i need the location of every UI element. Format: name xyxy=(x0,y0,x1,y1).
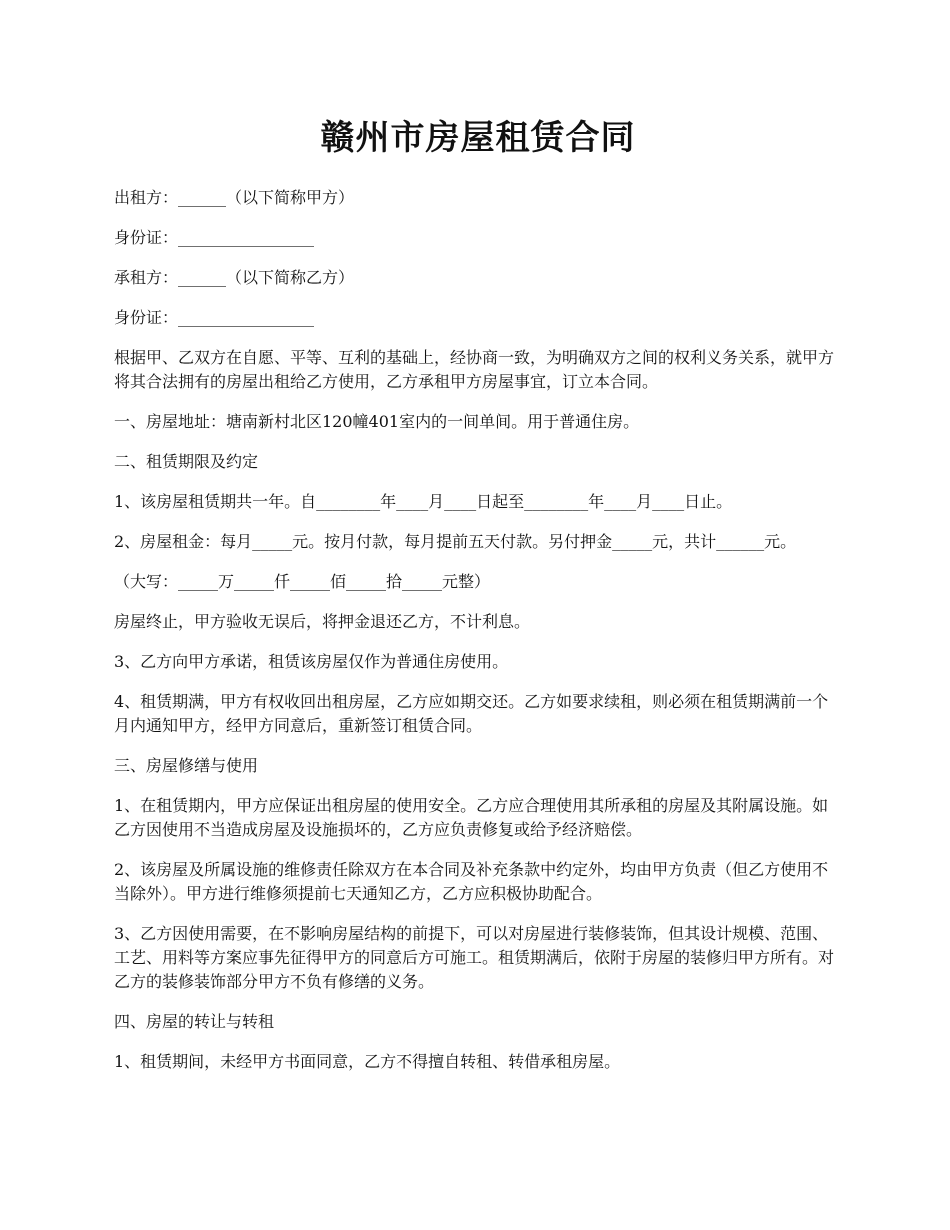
clause-safety: 1、在租赁期内，甲方应保证出租房屋的使用安全。乙方应合理使用其所承租的房屋及其附属设施。如乙方因使用不当造成房屋及设施损坏的，乙方应负责修复或给予经济赔偿。 xyxy=(114,796,829,839)
clause-deposit-return: 房屋终止，甲方验收无误后，将押金退还乙方，不计利息。 xyxy=(114,612,531,631)
clause-rent: 2、房屋租金：每月_____元。按月付款，每月提前五天付款。另付押金_____元，共计______元。 xyxy=(114,532,797,551)
lessee-line: 承租方：______（以下简称乙方） xyxy=(114,268,355,287)
lessor-id-line: 身份证：_________________ xyxy=(114,228,315,247)
clause-sublease: 1、租赁期间，未经甲方书面同意，乙方不得擅自转租、转借承租房屋。 xyxy=(114,1052,621,1071)
clause-rent-uppercase: （大写：_____万_____仟_____佰_____拾_____元整） xyxy=(114,572,491,591)
clause-decoration: 3、乙方因使用需要，在不影响房屋结构的前提下，可以对房屋进行装修装饰，但其设计规模、范围、工艺、用料等方案应事先征得甲方的同意后方可施工。租赁期满后，依附于房屋的装修归甲方所有。对乙方的装修装饰部分甲方不负有修缮的义务。 xyxy=(114,924,835,991)
lessor-line: 出租方：______（以下简称甲方） xyxy=(114,188,355,207)
document-body xyxy=(114,110,842,1090)
document-title: 赣州市房屋租赁合同 xyxy=(320,118,636,158)
clause-lease-expiry: 4、租赁期满，甲方有权收回出租房屋，乙方应如期交还。乙方如要求续租，则必须在租赁期满前一个月内通知甲方，经甲方同意后，重新签订租赁合同。 xyxy=(114,692,829,735)
clause-maintenance: 2、该房屋及所属设施的维修责任除双方在本合同及补充条款中约定外，均由甲方负责（但乙方使用不当除外）。甲方进行维修须提前七天通知乙方，乙方应积极协助配合。 xyxy=(114,860,829,903)
section-heading-lease-term: 二、租赁期限及约定 xyxy=(114,452,259,471)
clause-lease-period: 1、该房屋租赁期共一年。自________年____月____日起至________年____月____日止。 xyxy=(114,492,733,511)
clause-house-address: 一、房屋地址：塘南新村北区120幢401室内的一间单间。用于普通住房。 xyxy=(114,412,640,431)
preamble-paragraph: 根据甲、乙双方在自愿、平等、互利的基础上，经协商一致，为明确双方之间的权利义务关系，就甲方将其合法拥有的房屋出租给乙方使用，乙方承租甲方房屋事宜，订立本合同。 xyxy=(114,348,835,391)
lessee-id-line: 身份证：_________________ xyxy=(114,308,315,327)
clause-usage-promise: 3、乙方向甲方承诺，租赁该房屋仅作为普通住房使用。 xyxy=(114,652,509,671)
section-heading-transfer-sublease: 四、房屋的转让与转租 xyxy=(114,1012,275,1031)
section-heading-repair-use: 三、房屋修缮与使用 xyxy=(114,756,259,775)
